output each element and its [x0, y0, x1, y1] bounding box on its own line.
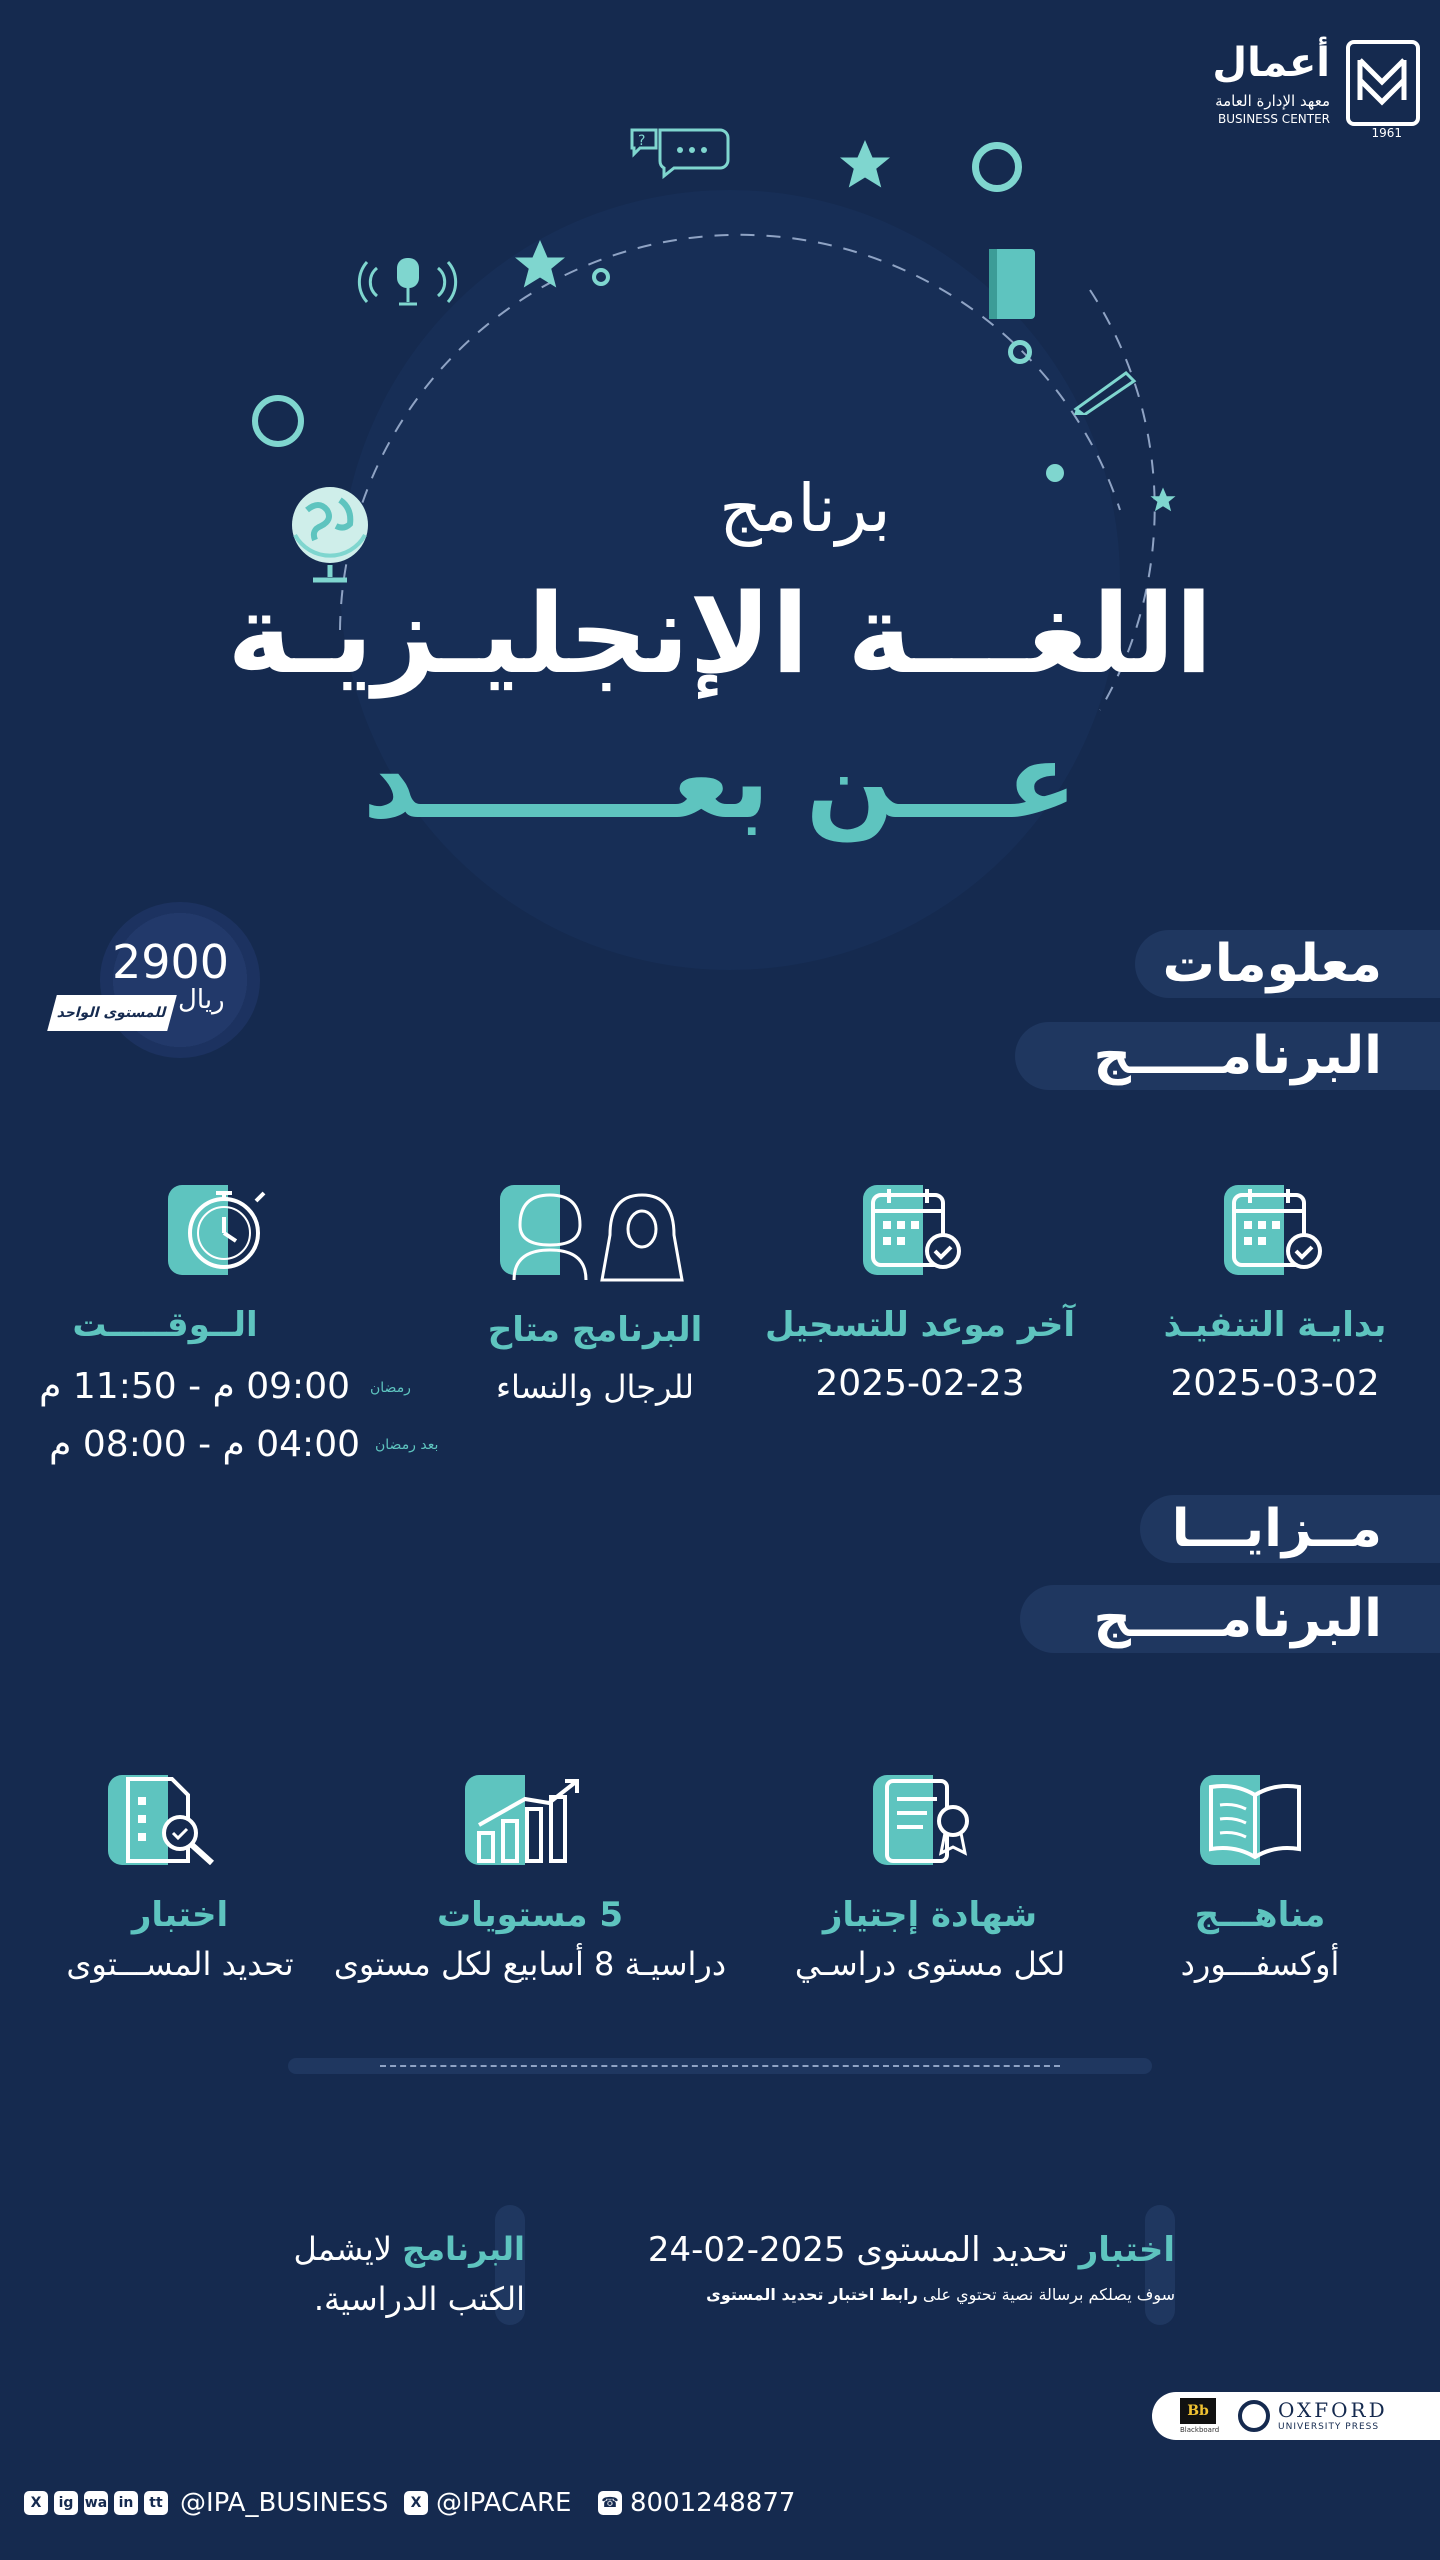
brand-wordmark: أعمال: [1212, 40, 1330, 86]
sms-note-text: سوف يصلكم برسالة نصية تحتوي على: [922, 2285, 1175, 2304]
phone-icon: ☎: [598, 2491, 622, 2515]
books-note-highlight: البرنامج: [402, 2230, 525, 2268]
ring-decoration: [252, 395, 304, 447]
x-icon[interactable]: X: [24, 2491, 48, 2515]
x-icon[interactable]: X: [404, 2491, 428, 2515]
info-deadline-value: 2025-02-23: [815, 1363, 1025, 1404]
calendar-deadline-icon: [863, 1185, 963, 1275]
info-time-label: الــوقـــــت: [72, 1305, 258, 1345]
info-section-title-1: معلومات: [1162, 934, 1382, 994]
men-women-icon: [500, 1185, 685, 1275]
info-section-title-2: البرنامـــــج: [1093, 1026, 1382, 1086]
brand-logo: [1180, 40, 1420, 140]
footer-phone-number[interactable]: 8001248877: [630, 2488, 796, 2518]
info-start-value: 2025-03-02: [1170, 1363, 1380, 1404]
certificate-icon: [873, 1775, 983, 1865]
oxford-sub: UNIVERSITY PRESS: [1278, 2422, 1380, 2432]
svg-text:?: ?: [638, 133, 646, 149]
feature-certificate-title: شهادة إجتياز: [822, 1895, 1038, 1935]
instagram-icon[interactable]: ig: [54, 2491, 78, 2515]
books-note-line2: الكتب الدراسية.: [313, 2280, 525, 2318]
features-header-pill-2: [1020, 1585, 1440, 1653]
feature-test-title: اختبار: [131, 1895, 229, 1935]
info-deadline: [755, 1305, 1085, 1404]
footer-business-handle[interactable]: @IPA_BUSINESS: [180, 2488, 389, 2518]
blackboard-logo: [1180, 2398, 1216, 2424]
price-amount: 2900: [112, 935, 230, 989]
ring-decoration: [1008, 340, 1032, 364]
feature-levels: [320, 1895, 740, 1983]
feature-curriculum: [1120, 1895, 1400, 1983]
time-after-tag: بعد رمضان: [375, 1437, 439, 1453]
hero-title: اللغـــة الإنجليـزيـة: [227, 570, 1213, 698]
whatsapp-icon[interactable]: wa: [84, 2491, 108, 2515]
footer-phone: [598, 2488, 795, 2518]
features-section-title-1: مــزايـــا: [1171, 1499, 1382, 1559]
linkedin-icon[interactable]: in: [114, 2491, 138, 2515]
oxford-crest-icon: [1238, 2400, 1270, 2432]
info-start-label: بدايـة التنفيـذ: [1163, 1305, 1387, 1345]
feature-test-subtitle: تحديد المســـتوى: [66, 1945, 294, 1983]
sms-note: [640, 2285, 1175, 2304]
pencil-icon: [1070, 365, 1140, 415]
brand-year: 1961: [1371, 126, 1402, 140]
microphone-icon: [355, 252, 460, 312]
blackboard-logo-text: Bb: [1187, 2403, 1209, 2419]
features-header-pill-1: [1140, 1495, 1440, 1563]
price-currency: ريال: [178, 985, 225, 1015]
ring-decoration: [592, 268, 610, 286]
test-note: [647, 2230, 1175, 2270]
test-note-date: 2025-02-24: [647, 2230, 846, 2270]
blackboard-label: Blackboard: [1180, 2426, 1220, 2434]
footer-socials: [24, 2488, 388, 2518]
info-audience-value: للرجال والنساء: [495, 1368, 695, 1406]
info-header-pill-1: [1135, 930, 1440, 998]
footer-care: [404, 2488, 571, 2518]
test-document-search-icon: [108, 1775, 228, 1865]
feature-test: [30, 1895, 330, 1983]
feature-curriculum-title: مناهـــج: [1194, 1895, 1326, 1935]
star-icon: [510, 235, 570, 295]
ring-decoration: [972, 142, 1022, 192]
tiktok-icon[interactable]: tt: [144, 2491, 168, 2515]
price-note: للمستوى الواحد: [47, 995, 177, 1031]
time-ramadan-value: 09:00 م - 11:50 م: [39, 1366, 350, 1407]
feature-certificate-subtitle: لكل مستوى دراسـي: [794, 1945, 1066, 1983]
sms-note-bold: رابط اختبار تحديد المستوى: [706, 2285, 918, 2304]
info-audience: [450, 1310, 740, 1406]
open-book-icon: [1200, 1775, 1310, 1865]
test-note-text: تحديد المستوى: [856, 2230, 1068, 2270]
footer-care-handle[interactable]: @IPACARE: [436, 2488, 572, 2518]
bar-chart-growth-icon: [465, 1775, 590, 1865]
feature-levels-subtitle: دراسيـة 8 أسابيع لكل مستوى: [333, 1945, 727, 1983]
hero-subtitle: عـــن بعـــــــد: [362, 720, 1078, 842]
star-icon: [835, 135, 895, 195]
calendar-check-icon: [1224, 1185, 1324, 1275]
stopwatch-icon: [168, 1185, 278, 1275]
info-header-pill-2: [1015, 1022, 1440, 1090]
feature-curriculum-subtitle: أوكسفـــورد: [1180, 1945, 1340, 1983]
time-after-value: 04:00 م - 08:00 م: [49, 1424, 360, 1465]
time-ramadan-tag: رمضان: [370, 1380, 411, 1396]
section-divider-dashes: [380, 2065, 1060, 2067]
info-time: [30, 1305, 450, 1345]
info-deadline-label: آخر موعد للتسجيل: [764, 1305, 1076, 1345]
oxford-logo: OXFORD: [1278, 2398, 1388, 2422]
features-section-title-2: البرنامـــــج: [1093, 1589, 1382, 1649]
test-note-highlight: اختبار: [1078, 2230, 1175, 2270]
books-note-text: لايشمل: [293, 2230, 392, 2268]
books-note: [240, 2230, 525, 2268]
chat-bubbles-icon: [630, 125, 730, 185]
book-icon: [985, 245, 1045, 325]
brand-name-en: BUSINESS CENTER: [1218, 112, 1330, 126]
brand-name-ar: معهد الإدارة العامة: [1215, 92, 1330, 110]
hero-kicker: برنامج: [719, 470, 891, 547]
feature-levels-title: 5 مستويات: [436, 1895, 624, 1935]
info-audience-label: البرنامج متاح: [487, 1310, 703, 1350]
brand-emblem: [1346, 40, 1420, 126]
info-start: [1140, 1305, 1410, 1404]
feature-certificate: [770, 1895, 1090, 1983]
